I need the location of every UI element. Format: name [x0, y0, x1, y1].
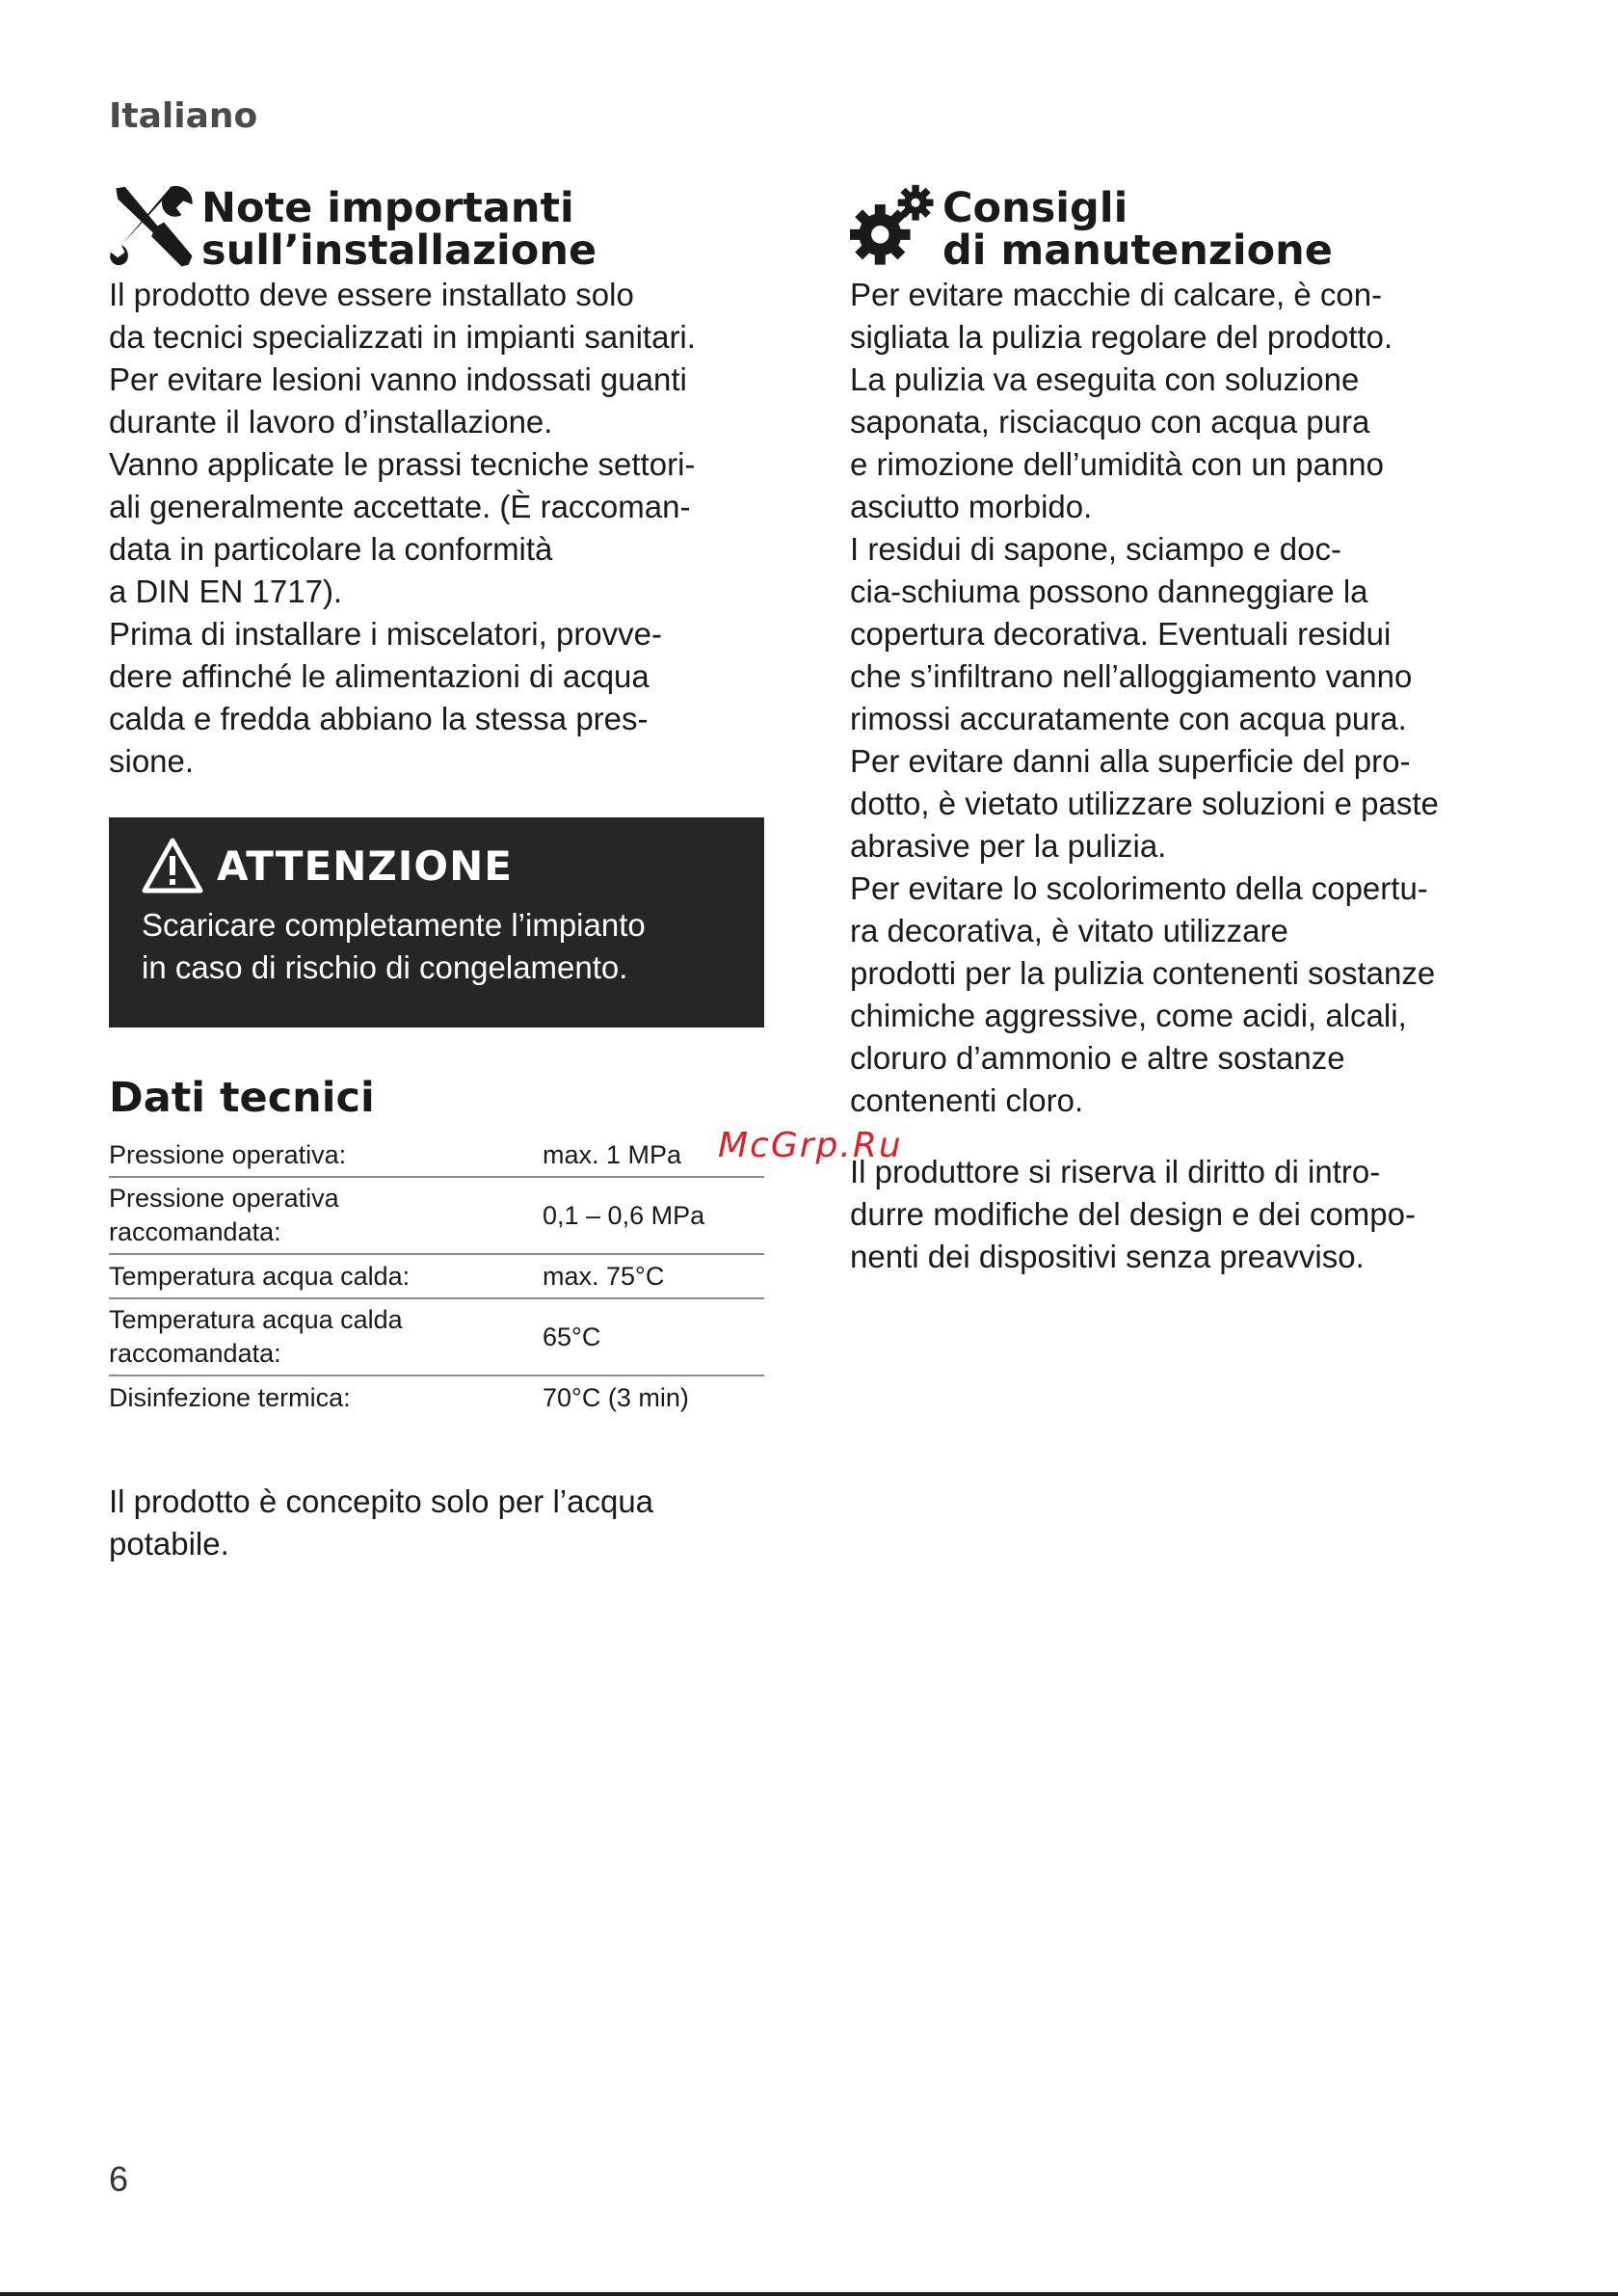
text-line: che s’infiltrano nell’alloggiamento vanno: [850, 658, 1413, 694]
right-column: [850, 183, 1525, 1278]
maintenance-title: [942, 184, 1333, 275]
warning-header: [142, 837, 731, 894]
title-line: di manutenzione: [942, 227, 1333, 275]
text-line: dere affinché le alimentazioni di acqua: [109, 658, 650, 694]
text-line: dotto, è vietato utilizzare soluzioni e paste: [850, 786, 1439, 821]
text-line: saponata, risciacquo con acqua pura: [850, 404, 1370, 440]
text-line: prodotti per la pulizia contenenti sostanze: [850, 955, 1436, 991]
spec-value: max. 1 MPa: [543, 1139, 682, 1169]
text-line: Per evitare lo scolorimento della copertu-: [850, 870, 1428, 906]
potable-note: [109, 1481, 764, 1565]
text-line: copertura decorativa. Eventuali residui: [850, 616, 1392, 652]
spec-value: 0,1 – 0,6 MPa: [543, 1200, 705, 1230]
language-label: Italiano: [109, 96, 258, 136]
spec-value: 65°C: [543, 1322, 601, 1351]
text-line: calda e fredda abbiano la stessa pres-: [109, 701, 649, 736]
text-line: Per evitare danni alla superficie del pro-: [850, 743, 1411, 779]
text-line: Prima di installare i miscelatori, provve-: [109, 616, 663, 652]
text-line: durre modifiche del design e dei compo-: [850, 1196, 1416, 1232]
text-line: cloruro d’ammonio e altre sostanze: [850, 1040, 1345, 1076]
warning-triangle-icon: [142, 837, 203, 894]
text-line: cia-schiuma possono danneggiare la: [850, 574, 1368, 609]
specs-table: [109, 1134, 764, 1419]
table-row: [109, 1298, 764, 1375]
installation-section-header: [109, 183, 764, 275]
left-column: [109, 183, 764, 1597]
warning-text: [142, 904, 731, 989]
installation-body: [109, 274, 764, 783]
text-line: Per evitare macchie di calcare, è con-: [850, 277, 1383, 312]
text-line: e rimozione dell’umidità con un panno: [850, 446, 1385, 482]
table-row: [109, 1375, 764, 1419]
specs-title: Dati tecnici: [109, 1074, 375, 1122]
text-line: Per evitare lesioni vanno indossati guanti: [109, 361, 687, 397]
spec-value: max. 75°C: [543, 1261, 665, 1291]
table-row: [109, 1177, 764, 1254]
text-line: in caso di rischio di congelamento.: [142, 949, 628, 985]
text-line: sigliata la pulizia regolare del prodotto.: [850, 319, 1393, 355]
text-line: data in particolare la conformità: [109, 531, 553, 567]
warning-title: ATTENZIONE: [217, 841, 513, 890]
gears-icon: [850, 183, 942, 270]
text-line: Scaricare completamente l’impianto: [142, 907, 646, 943]
watermark: McGrp.Ru: [718, 1126, 903, 1165]
spec-label: Disinfezione termica:: [109, 1382, 351, 1412]
spec-label: Pressione operativa raccomandata:: [109, 1184, 339, 1246]
warning-box: [109, 817, 764, 1028]
table-row: [109, 1134, 764, 1177]
text-line: Il prodotto deve essere installato solo: [109, 277, 634, 312]
text-line: rimossi accuratamente con acqua pura.: [850, 701, 1407, 736]
text-line: I residui di sapone, sciampo e doc-: [850, 531, 1341, 567]
text-line: La pulizia va eseguita con soluzione: [850, 361, 1360, 397]
bottom-rule: [0, 2292, 1618, 2296]
title-line: Note importanti: [201, 184, 574, 232]
text-line: asciutto morbido.: [850, 489, 1093, 524]
wrench-screwdriver-icon: [109, 183, 201, 270]
spec-label: Temperatura acqua calda:: [109, 1261, 411, 1291]
text-line: chimiche aggressive, come acidi, alcali,: [850, 998, 1407, 1033]
table-row: [109, 1254, 764, 1298]
spec-label: Temperatura acqua calda raccomandata:: [109, 1305, 403, 1368]
text-line: ali generalmente accettate. (È raccoman-: [109, 489, 691, 524]
text-line: Il prodotto è concepito solo per l’acqua: [109, 1483, 654, 1519]
text-line: Vanno applicate le prassi tecniche settori-: [109, 446, 696, 482]
maintenance-section-header: [850, 183, 1525, 275]
title-line: Consigli: [942, 184, 1128, 232]
text-line: sione.: [109, 743, 195, 779]
maintenance-body: [850, 274, 1525, 1122]
spec-value: 70°C (3 min): [543, 1382, 689, 1412]
text-line: da tecnici specializzati in impianti sanitari.: [109, 319, 696, 355]
text-line: nenti dei dispositivi senza preavviso.: [850, 1239, 1365, 1274]
disclaimer: [850, 1151, 1525, 1278]
text-line: abrasive per la pulizia.: [850, 828, 1167, 864]
spec-label: Pressione operativa:: [109, 1139, 347, 1169]
text-line: potabile.: [109, 1526, 229, 1562]
page-number: 6: [109, 2159, 129, 2199]
text-line: ra decorativa, è vitato utilizzare: [850, 913, 1288, 948]
title-line: sull’installazione: [201, 227, 597, 275]
text-line: a DIN EN 1717).: [109, 574, 343, 609]
text-line: durante il lavoro d’installazione.: [109, 404, 553, 440]
text-line: Il produttore si riserva il diritto di intro-: [850, 1154, 1381, 1189]
installation-title: [201, 184, 597, 275]
text-line: contenenti cloro.: [850, 1082, 1084, 1118]
